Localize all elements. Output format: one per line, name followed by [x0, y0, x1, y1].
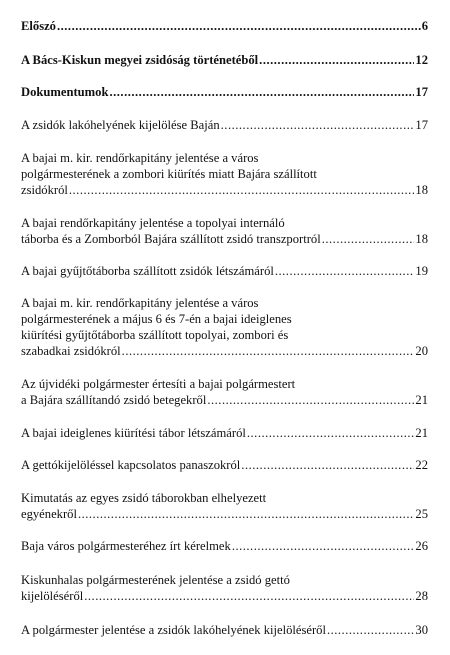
toc-entry-title: A bajai ideiglenes kiürítési tábor létszámáról — [21, 426, 246, 440]
toc-page-number: 21 — [415, 393, 428, 407]
toc-entry-title: A polgármester jelentése a zsidók lakóhelyének kijelöléséről — [21, 623, 326, 637]
toc-entry-title: kijelöléséről — [21, 589, 84, 603]
toc-entry-line: Az újvidéki polgármester értesíti a bajai polgármestert — [21, 377, 296, 391]
toc-entry-mayor-requests — [21, 538, 428, 554]
toc-entry-camp-headcount — [21, 263, 428, 279]
toc-page-number: 18 — [415, 183, 428, 197]
dot-leader — [122, 343, 415, 359]
toc-entry-title: a Bajára szállítandó zsidó betegekről — [21, 393, 207, 407]
toc-page-number: 20 — [415, 344, 428, 358]
toc-entry-title: táborba és a Zomborból Bajára szállított zsidó transzportról — [21, 232, 321, 246]
toc-entry-line: polgármesterének a május 6 és 7-én a bajai ideiglenes — [21, 312, 292, 326]
toc-entry-kiskunhalas-ghetto — [21, 572, 428, 604]
dot-leader — [247, 425, 415, 441]
toc-entry-camp-inventory — [21, 490, 428, 522]
dot-leader — [221, 117, 415, 133]
toc-page-number: 17 — [415, 118, 428, 132]
toc-entry-eloszo — [21, 18, 428, 34]
toc-page-number: 25 — [415, 507, 428, 521]
toc-entry-title: egyénekről — [21, 507, 77, 521]
toc-entry-temporary-camp — [21, 425, 428, 441]
dot-leader — [84, 588, 414, 604]
toc-page-number: 22 — [415, 458, 428, 472]
toc-page-number: 21 — [415, 426, 428, 440]
dot-leader — [78, 506, 414, 522]
dot-leader — [322, 231, 415, 247]
toc-entry-line: A bajai m. kir. rendőrkapitány jelentése a város — [21, 151, 259, 165]
toc-entry-title: zsidókról — [21, 183, 68, 197]
toc-entry-title: A gettókijelöléssel kapcsolatos panaszokról — [21, 458, 241, 472]
toc-entry-line: Kimutatás az egyes zsidó táborokban elhelyezett — [21, 491, 267, 505]
toc-entry-line: kiürítési gyűjtőtáborba szállított topolyai, zombori és — [21, 328, 289, 342]
toc-entry-title: A Bács-Kiskun megyei zsidóság történetéből — [21, 53, 259, 67]
toc-page-number: 12 — [415, 53, 428, 67]
toc-entry-line: A bajai rendőrkapitány jelentése a topolyai internáló — [21, 216, 285, 230]
toc-entry-title: Baja város polgármesteréhez írt kérelmek — [21, 539, 231, 553]
toc-entry-title: szabadkai zsidókról — [21, 344, 121, 358]
toc-entry-title: A zsidók lakóhelyének kijelölése Baján — [21, 118, 220, 132]
toc-page-number: 17 — [415, 85, 428, 99]
toc-entry-title: Előszó — [21, 19, 56, 33]
toc-entry-line: Kiskunhalas polgármesterének jelentése a zsidó gettó — [21, 573, 290, 587]
dot-leader — [327, 622, 414, 638]
toc-entry-history — [21, 52, 428, 68]
toc-page-number: 19 — [415, 264, 428, 278]
toc-entry-ghetto-complaints — [21, 457, 428, 473]
toc-entry-residence-baja — [21, 117, 428, 133]
toc-entry-mayor-report — [21, 622, 428, 638]
toc-page-number: 26 — [415, 539, 428, 553]
dot-leader — [57, 18, 421, 34]
toc-page-number: 6 — [421, 19, 428, 33]
toc-entry-title: A bajai gyűjtőtáborba szállított zsidók létszámáról — [21, 264, 274, 278]
dot-leader — [109, 84, 414, 100]
toc-entry-title: Dokumentumok — [21, 85, 109, 99]
toc-entry-line: A bajai m. kir. rendőrkapitány jelentése a város — [21, 296, 259, 310]
toc-entry-ujvidek-patients — [21, 376, 428, 408]
dot-leader — [207, 392, 414, 408]
dot-leader — [241, 457, 414, 473]
toc-entry-documents — [21, 84, 428, 100]
dot-leader — [275, 263, 415, 279]
toc-page-number: 28 — [415, 589, 428, 603]
toc-entry-police-report-zombor — [21, 150, 428, 198]
dot-leader — [259, 52, 414, 68]
toc-entry-may-transport — [21, 295, 428, 359]
dot-leader — [69, 182, 415, 198]
toc-page-number: 30 — [415, 623, 428, 637]
toc-entry-topolya-transport — [21, 215, 428, 247]
toc-entry-line: polgármesterének a zombori kiürítés miatt Bajára szállított — [21, 167, 317, 181]
dot-leader — [232, 538, 415, 554]
toc-page-number: 18 — [415, 232, 428, 246]
